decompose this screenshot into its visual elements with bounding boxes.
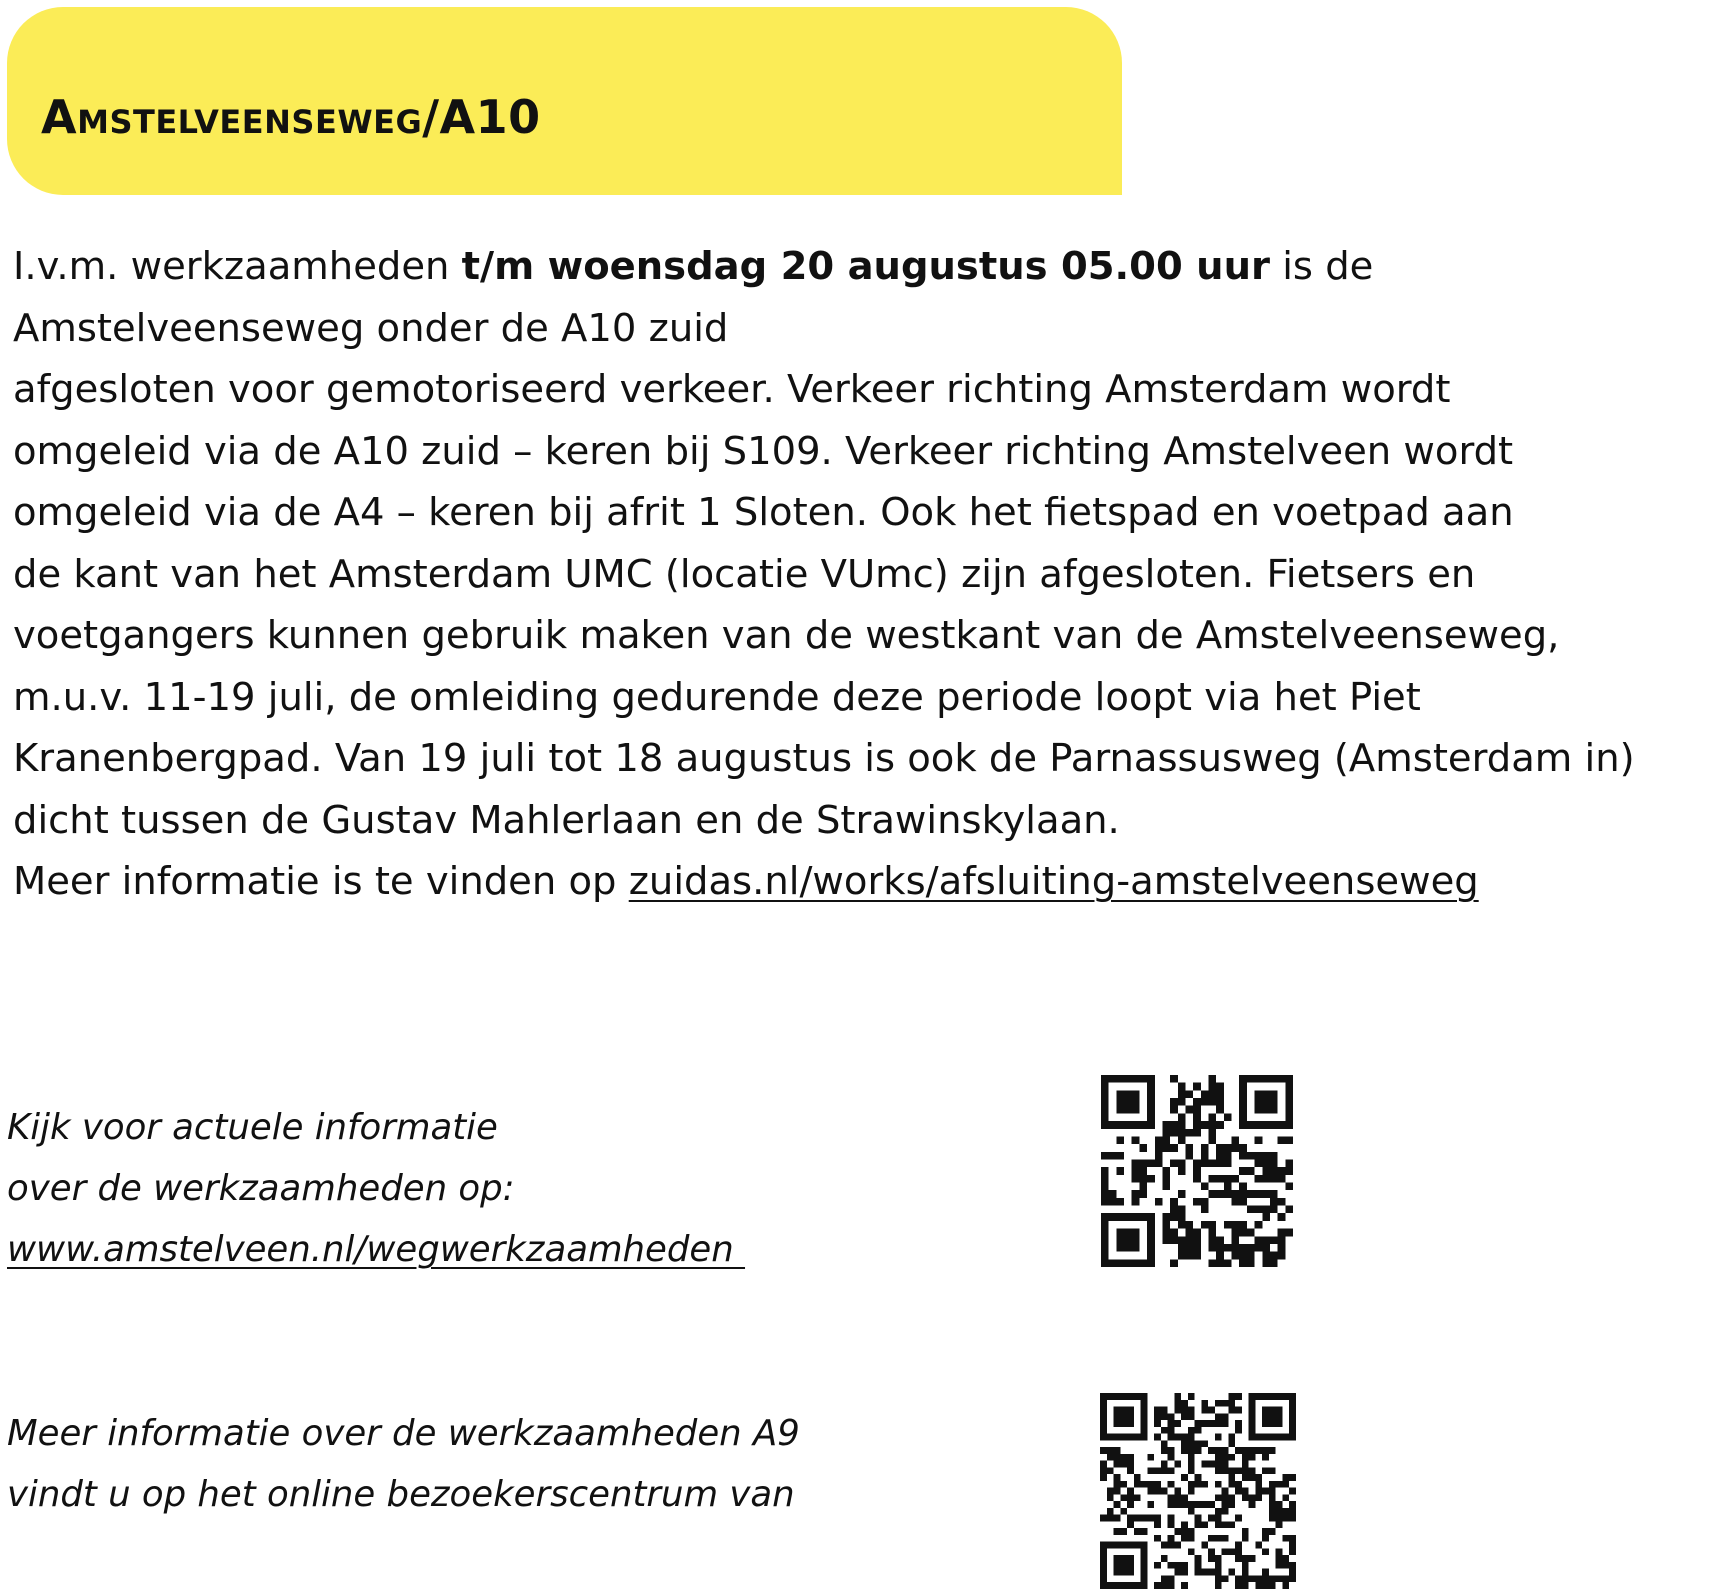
notice-line <box>13 236 1718 298</box>
a9-info-line: Meer informatie over de werkzaamheden A9 <box>7 1413 800 1454</box>
a9-info-block <box>7 1403 800 1525</box>
qr-code-icon[interactable] <box>1101 1075 1293 1267</box>
notice-date-emphasis: t/m woensdag 20 augustus 05.00 uur <box>461 244 1270 289</box>
notice-line-start: I.v.m. werkzaamheden <box>13 244 462 289</box>
notice-line: Amstelveenseweg onder de A10 zuid <box>13 305 729 351</box>
notice-line: Kranenbergpad. Van 19 juli tot 18 augustus is ook de Parnassusweg (Amsterdam in) <box>13 736 1635 781</box>
more-info-line <box>13 851 1718 913</box>
amstelveen-link[interactable]: www.amstelveen.nl/wegwerkzaamheden <box>7 1229 746 1270</box>
banner-title: Amstelveenseweg/A10 <box>41 90 541 144</box>
more-info-label: Meer informatie is te vinden op <box>13 859 629 904</box>
notice-line: dicht tussen de Gustav Mahlerlaan en de Strawinskylaan. <box>13 797 1120 843</box>
current-info-line: Kijk voor actuele informatie <box>7 1107 498 1148</box>
notice-line: afgesloten voor gemotoriseerd verkeer. Verkeer richting Amsterdam wordt <box>13 367 1451 412</box>
notice-line: omgeleid via de A4 – keren bij afrit 1 Sloten. Ook het fietspad en voetpad aan <box>13 490 1514 535</box>
notice-line: omgeleid via de A10 zuid – keren bij S109. Verkeer richting Amstelveen wordt <box>13 428 1514 474</box>
current-info-block <box>7 1097 745 1280</box>
notice-line: de kant van het Amsterdam UMC (locatie VUmc) zijn afgesloten. Fietsers en <box>13 551 1476 597</box>
a9-info-line: vindt u op het online bezoekerscentrum van <box>7 1474 795 1515</box>
notice-line: voetgangers kunnen gebruik maken van de westkant van de Amstelveenseweg, <box>13 613 1560 658</box>
notice-line-end: is de <box>1269 244 1374 289</box>
current-info-line: over de werkzaamheden op: <box>7 1168 515 1209</box>
qr-code-icon[interactable] <box>1100 1393 1296 1589</box>
header-banner <box>7 7 1122 195</box>
notice-text <box>13 236 1718 913</box>
zuidas-link[interactable]: zuidas.nl/works/afsluiting-amstelveenseweg <box>628 859 1479 904</box>
notice-line: m.u.v. 11-19 juli, de omleiding gedurende deze periode loopt via het Piet <box>13 674 1421 720</box>
